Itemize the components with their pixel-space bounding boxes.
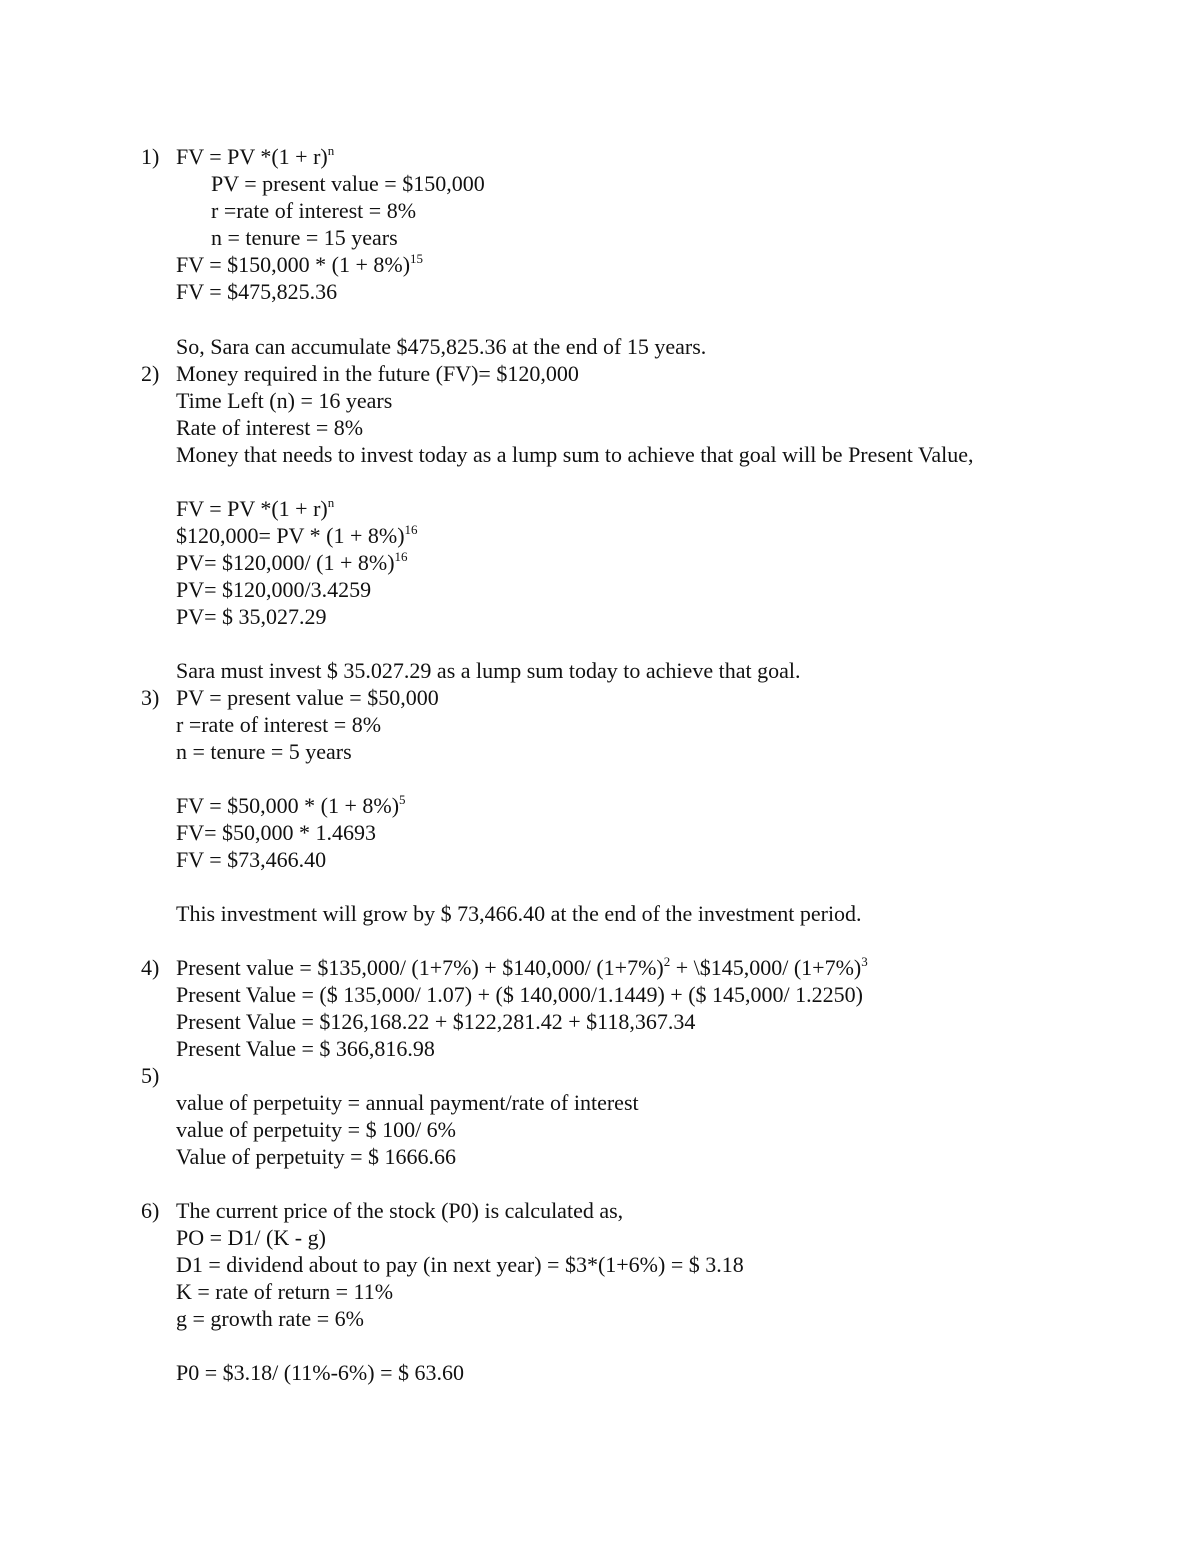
q2-formula-exponent: n <box>327 495 335 510</box>
q3-conclusion: This investment will grow by $ 73,466.40 at the end of the investment period. <box>176 901 862 926</box>
q2-result: PV= $ 35,027.29 <box>176 604 327 629</box>
q5-line3: Value of perpetuity = $ 1666.66 <box>176 1144 457 1169</box>
q3-number: 3) <box>141 685 160 710</box>
q1-formula-base: FV = PV *(1 + r) <box>176 144 328 169</box>
q2-formula <box>176 495 334 522</box>
q5-number: 5) <box>141 1063 160 1088</box>
q4-number: 4) <box>141 955 160 980</box>
q1-pv: PV = present value = $150,000 <box>211 171 485 196</box>
q4-line1 <box>176 954 868 981</box>
q2-description: Money that needs to invest today as a lump sum to achieve that goal will be Present Value, <box>176 442 974 467</box>
q1-calc-base: FV = $150,000 * (1 + 8%) <box>176 252 411 277</box>
q2-future-value: Money required in the future (FV)= $120,000 <box>176 361 579 386</box>
q4-line1-part-a: Present value = $135,000/ (1+7%) + $140,000/ (1+7%) <box>176 955 664 980</box>
q1-formula <box>176 143 334 170</box>
q3-pv: PV = present value = $50,000 <box>176 685 439 710</box>
q3-rate: r =rate of interest = 8% <box>176 712 382 737</box>
q4-line1-part-b: + \$145,000/ (1+7%) <box>670 955 862 980</box>
q3-calc-base: FV = $50,000 * (1 + 8%) <box>176 793 400 818</box>
q6-line1: The current price of the stock (P0) is calculated as, <box>176 1198 624 1223</box>
q3-tenure: n = tenure = 5 years <box>176 739 352 764</box>
q2-step3: PV= $120,000/3.4259 <box>176 577 372 602</box>
q2-formula-base: FV = PV *(1 + r) <box>176 496 328 521</box>
q2-rate: Rate of interest = 8% <box>176 415 364 440</box>
q1-rate: r =rate of interest = 8% <box>211 198 417 223</box>
q2-conclusion: Sara must invest $ 35.027.29 as a lump sum today to achieve that goal. <box>176 658 801 683</box>
q3-calculation <box>176 792 406 819</box>
q1-formula-exponent: n <box>327 143 335 158</box>
q3-step: FV= $50,000 * 1.4693 <box>176 820 377 845</box>
q2-step1-exponent: 16 <box>404 522 418 537</box>
q6-number: 6) <box>141 1198 160 1223</box>
q2-step1 <box>176 522 418 549</box>
q1-conclusion: So, Sara can accumulate $475,825.36 at the end of 15 years. <box>176 334 707 359</box>
q3-calc-exponent: 5 <box>399 792 406 807</box>
q2-step2-exponent: 16 <box>394 549 408 564</box>
q4-line3: Present Value = $126,168.22 + $122,281.42 + $118,367.34 <box>176 1009 696 1034</box>
q6-line3: D1 = dividend about to pay (in next year) = $3*(1+6%) = $ 3.18 <box>176 1252 744 1277</box>
q2-time-left: Time Left (n) = 16 years <box>176 388 393 413</box>
q4-line2: Present Value = ($ 135,000/ 1.07) + ($ 140,000/1.1449) + ($ 145,000/ 1.2250) <box>176 982 863 1007</box>
q2-number: 2) <box>141 361 160 386</box>
q5-line1: value of perpetuity = annual payment/rate of interest <box>176 1090 639 1115</box>
q6-result: P0 = $3.18/ (11%-6%) = $ 63.60 <box>176 1360 464 1385</box>
q6-line5: g = growth rate = 6% <box>176 1306 364 1331</box>
q2-step2-base: PV= $120,000/ (1 + 8%) <box>176 550 395 575</box>
q4-line4: Present Value = $ 366,816.98 <box>176 1036 435 1061</box>
q4-line1-exponent2: 3 <box>861 954 868 969</box>
q1-result: FV = $475,825.36 <box>176 279 338 304</box>
q6-line4: K = rate of return = 11% <box>176 1279 394 1304</box>
q1-tenure: n = tenure = 15 years <box>211 225 398 250</box>
q2-step2 <box>176 549 408 576</box>
q4-line1-exponent1: 2 <box>663 954 671 969</box>
q6-line2: PO = D1/ (K - g) <box>176 1225 326 1250</box>
q5-line2: value of perpetuity = $ 100/ 6% <box>176 1117 457 1142</box>
q1-number: 1) <box>141 144 160 169</box>
q1-calc-exponent: 15 <box>410 251 424 266</box>
q2-step1-base: $120,000= PV * (1 + 8%) <box>176 523 405 548</box>
q1-calculation <box>176 251 423 278</box>
q3-result: FV = $73,466.40 <box>176 847 327 872</box>
